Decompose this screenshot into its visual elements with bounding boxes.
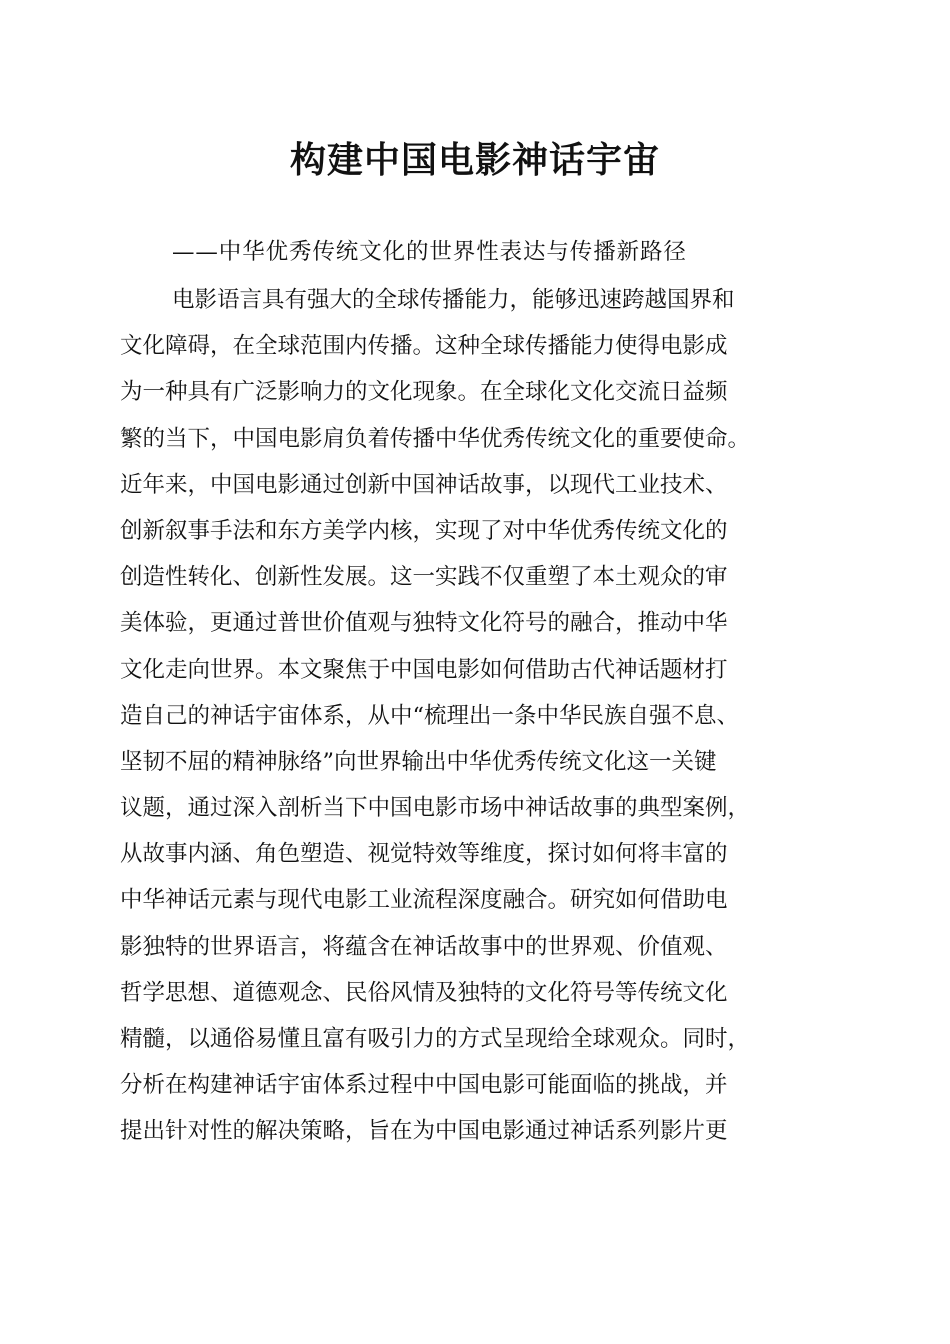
body-text bbox=[0, 284, 950, 1162]
body-line: 创新叙事手法和东方美学内核，实现了对中华优秀传统文化的 bbox=[120, 517, 728, 544]
body-line: 提出针对性的解决策略，旨在为中国电影通过神话系列影片更 bbox=[120, 1118, 728, 1145]
body-line: 近年来，中国电影通过创新中国神话故事，以现代工业技术、 bbox=[120, 471, 728, 498]
body-line: 美体验，更通过普世价值观与独特文化符号的融合，推动中华 bbox=[120, 610, 728, 637]
subtitle: ——中华优秀传统文化的世界性表达与传播新路径 bbox=[172, 239, 687, 265]
body-line: 创造性转化、创新性发展。这一实践不仅重塑了本土观众的审 bbox=[120, 564, 728, 591]
body-line: 文化走向世界。本文聚焦于中国电影如何借助古代神话题材打 bbox=[120, 656, 728, 683]
body-line: 分析在构建神话宇宙体系过程中中国电影可能面临的挑战，并 bbox=[120, 1072, 728, 1099]
body-line: 为一种具有广泛影响力的文化现象。在全球化文化交流日益频 bbox=[120, 379, 728, 406]
page-title: 构建中国电影神话宇宙 bbox=[289, 139, 660, 181]
body-line: 哲学思想、道德观念、民俗风情及独特的文化符号等传统文化 bbox=[120, 979, 728, 1006]
body-line: 电影语言具有强大的全球传播能力，能够迅速跨越国界和 bbox=[172, 287, 735, 313]
body-line: 坚韧不屈的精神脉络”向世界输出中华优秀传统文化这一关键 bbox=[120, 748, 717, 775]
body-line: 中华神话元素与现代电影工业流程深度融合。研究如何借助电 bbox=[120, 887, 728, 914]
body-line: 造自己的神话宇宙体系，从中“梳理出一条中华民族自强不息、 bbox=[120, 702, 740, 729]
body-line: 繁的当下，中国电影肩负着传播中华优秀传统文化的重要使命。 bbox=[120, 425, 751, 452]
body-line: 文化障碍，在全球范围内传播。这种全球传播能力使得电影成 bbox=[120, 333, 728, 360]
body-line: 议题，通过深入剖析当下中国电影市场中神话故事的典型案例， bbox=[120, 795, 751, 822]
body-line: 从故事内涵、角色塑造、视觉特效等维度，探讨如何将丰富的 bbox=[120, 841, 728, 868]
body-line: 影独特的世界语言，将蕴含在神话故事中的世界观、价值观、 bbox=[120, 933, 728, 960]
body-line: 精髓，以通俗易懂且富有吸引力的方式呈现给全球观众。同时， bbox=[120, 1026, 751, 1052]
